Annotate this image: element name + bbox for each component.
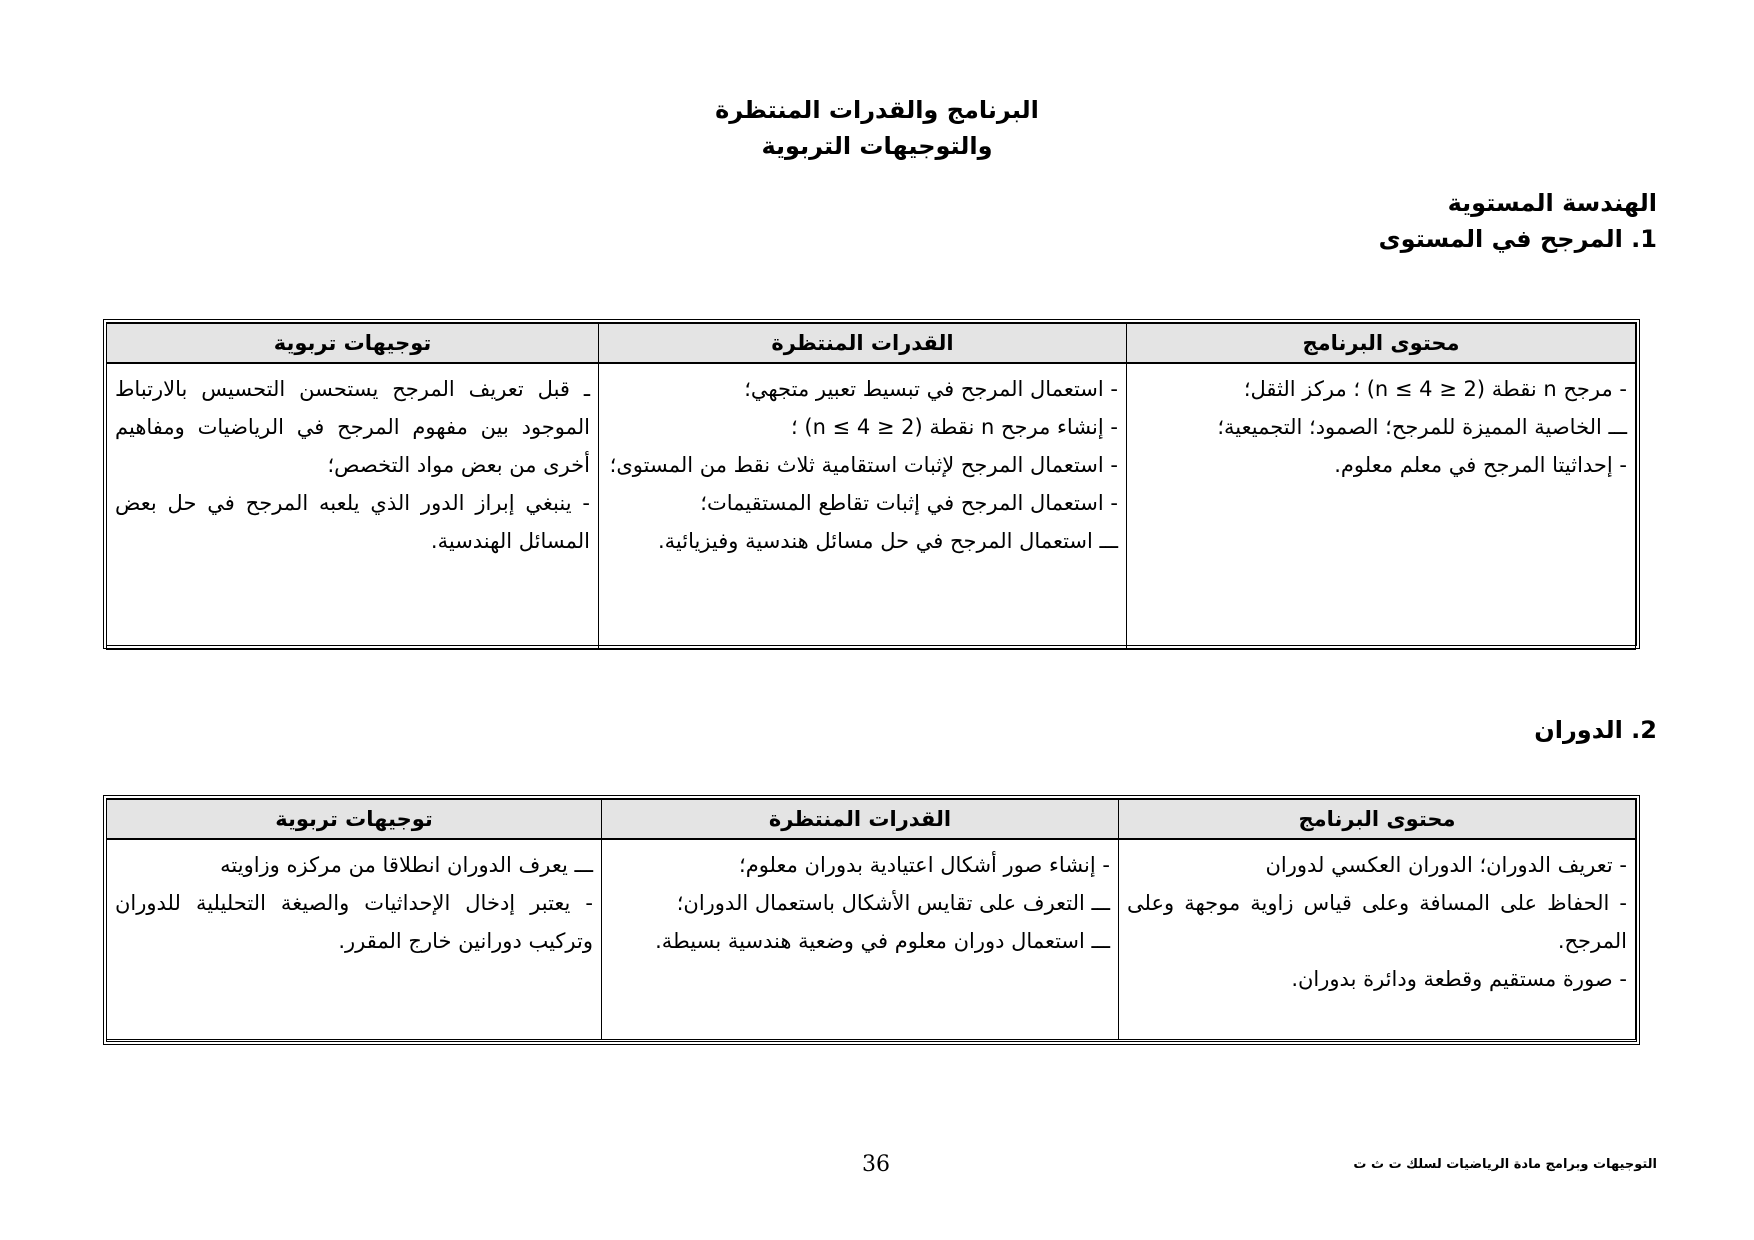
abilities-cell bbox=[599, 363, 1127, 649]
list-item: - ينبغي إبراز الدور الذي يلعبه المرجح في حل بعض المسائل الهندسية. bbox=[115, 491, 590, 553]
column-header-abilities: القدرات المنتظرة bbox=[599, 324, 1127, 364]
list-item: - الحفاظ على المسافة وعلى قياس زاوية موجهة وعلى المرجح. bbox=[1127, 891, 1627, 953]
column-header-guidance: توجيهات تربوية bbox=[107, 800, 602, 840]
table-row bbox=[107, 363, 1636, 649]
list-item: ـ قبل تعريف المرجح يستحسن التحسيس بالارتباط الموجود بين مفهوم المرجح في الرياضيات ومفاهيم أخرى من بعض مواد التخصص؛ bbox=[115, 377, 590, 477]
table-rotation bbox=[103, 795, 1640, 1045]
subsection-title-1: 1. المرجح في المستوى bbox=[1378, 225, 1657, 253]
table-barycenter bbox=[103, 319, 1640, 649]
list-item: - مرجح n نقطة (2 ≤ n ≤ 4) ؛ مركز الثقل؛ bbox=[1243, 377, 1627, 401]
list-item: - استعمال المرجح في تبسيط تعبير متجهي؛ bbox=[744, 377, 1118, 401]
list-item: ـــ الخاصية المميزة للمرجح؛ الصمود؛ التجميعية؛ bbox=[1217, 415, 1627, 439]
list-item: ـــ استعمال دوران معلوم في وضعية هندسية بسيطة. bbox=[655, 929, 1110, 953]
list-item: - صورة مستقيم وقطعة ودائرة بدوران. bbox=[1291, 967, 1627, 991]
column-header-guidance: توجيهات تربوية bbox=[107, 324, 599, 364]
list-item: - إنشاء مرجح n نقطة (2 ≤ n ≤ 4) ؛ bbox=[791, 415, 1118, 439]
section-heading bbox=[1379, 185, 1657, 257]
list-item: - استعمال المرجح لإثبات استقامية ثلاث نقط من المستوى؛ bbox=[609, 453, 1118, 477]
list-item: - يعتبر إدخال الإحداثيات والصيغة التحليلية للدوران وتركيب دورانين خارج المقرر. bbox=[115, 891, 593, 953]
section-title: الهندسة المستوية bbox=[1447, 189, 1657, 217]
table-header-row bbox=[107, 324, 1636, 364]
guidance-cell bbox=[107, 363, 599, 649]
content-cell bbox=[1119, 839, 1636, 1039]
column-header-content: محتوى البرنامج bbox=[1119, 800, 1636, 840]
page-number: 36 bbox=[862, 1152, 890, 1177]
list-item: - تعريف الدوران؛ الدوران العكسي لدوران bbox=[1265, 853, 1627, 877]
subsection-title-2: 2. الدوران bbox=[1534, 716, 1657, 744]
list-item: - استعمال المرجح في إثبات تقاطع المستقيمات؛ bbox=[700, 491, 1118, 515]
content-cell bbox=[1127, 363, 1636, 649]
list-item: ـــ التعرف على تقايس الأشكال باستعمال الدوران؛ bbox=[676, 891, 1110, 915]
column-header-content: محتوى البرنامج bbox=[1127, 324, 1636, 364]
table-row bbox=[107, 839, 1636, 1039]
page-title bbox=[0, 92, 1754, 164]
list-item: - إنشاء صور أشكال اعتيادية بدوران معلوم؛ bbox=[739, 853, 1110, 877]
footer-note: التوجيهات وبرامج مادة الرياضيات لسلك ت ث ت bbox=[1353, 1157, 1657, 1172]
list-item: ـــ استعمال المرجح في حل مسائل هندسية وفيزيائية. bbox=[657, 529, 1118, 553]
page-title-line-2: والتوجيهات التربوية bbox=[761, 132, 993, 160]
list-item: ـــ يعرف الدوران انطلاقا من مركزه وزاويته bbox=[220, 853, 593, 877]
list-item: - إحداثيتا المرجح في معلم معلوم. bbox=[1334, 453, 1627, 477]
column-header-abilities: القدرات المنتظرة bbox=[602, 800, 1119, 840]
table-header-row bbox=[107, 800, 1636, 840]
abilities-cell bbox=[602, 839, 1119, 1039]
page-title-line-1: البرنامج والقدرات المنتظرة bbox=[715, 96, 1039, 124]
guidance-cell bbox=[107, 839, 602, 1039]
